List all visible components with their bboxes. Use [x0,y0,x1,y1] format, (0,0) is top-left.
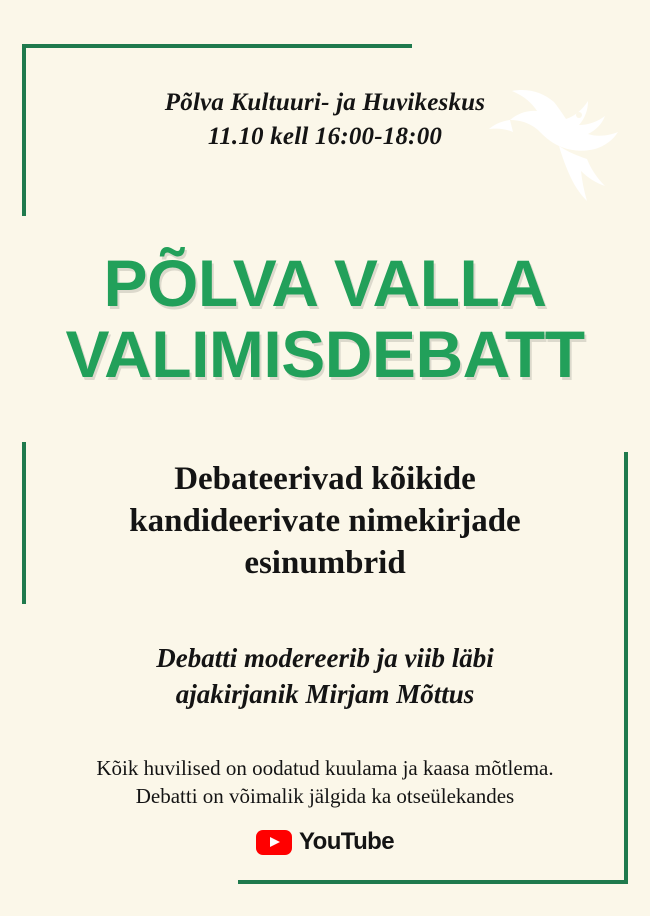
subtitle-line-1: Debateerivad kõikide [174,461,476,497]
headline-line-2: VALIMISDEBATT [65,317,585,392]
frame-line-bottom [238,880,628,884]
moderator-line-2: ajakirjanik Mirjam Mõttus [175,679,475,710]
attendance-note-line-1: Kõik huvilised on oodatud kuulama ja kaasa mõtlema. [96,756,554,780]
frame-line-left-lower [22,442,26,604]
frame-line-top [22,44,412,48]
moderator-line-1: Debatti modereerib ja viib läbi [156,643,494,673]
moderator-info [40,640,610,713]
youtube-badge[interactable] [0,828,650,856]
subtitle-line-3: esinumbrid [244,545,406,582]
subtitle [40,458,610,585]
headline-line-1: PÕLVA VALLA [103,246,547,320]
subtitle-line-2: kandideerivate nimekirjade [129,503,521,540]
page-title [0,248,650,391]
youtube-label: YouTube [299,828,394,855]
venue-datetime: 11.10 kell 16:00-18:00 [207,122,443,150]
attendance-note [20,754,630,811]
venue-name: Põlva Kultuuri- ja Huvikeskus [164,89,486,116]
youtube-play-icon [256,830,292,855]
attendance-note-line-2: Debatti on võimalik jälgida ka otseülekandes [135,784,515,809]
event-venue-and-time [0,86,650,154]
frame-line-right [624,452,628,884]
